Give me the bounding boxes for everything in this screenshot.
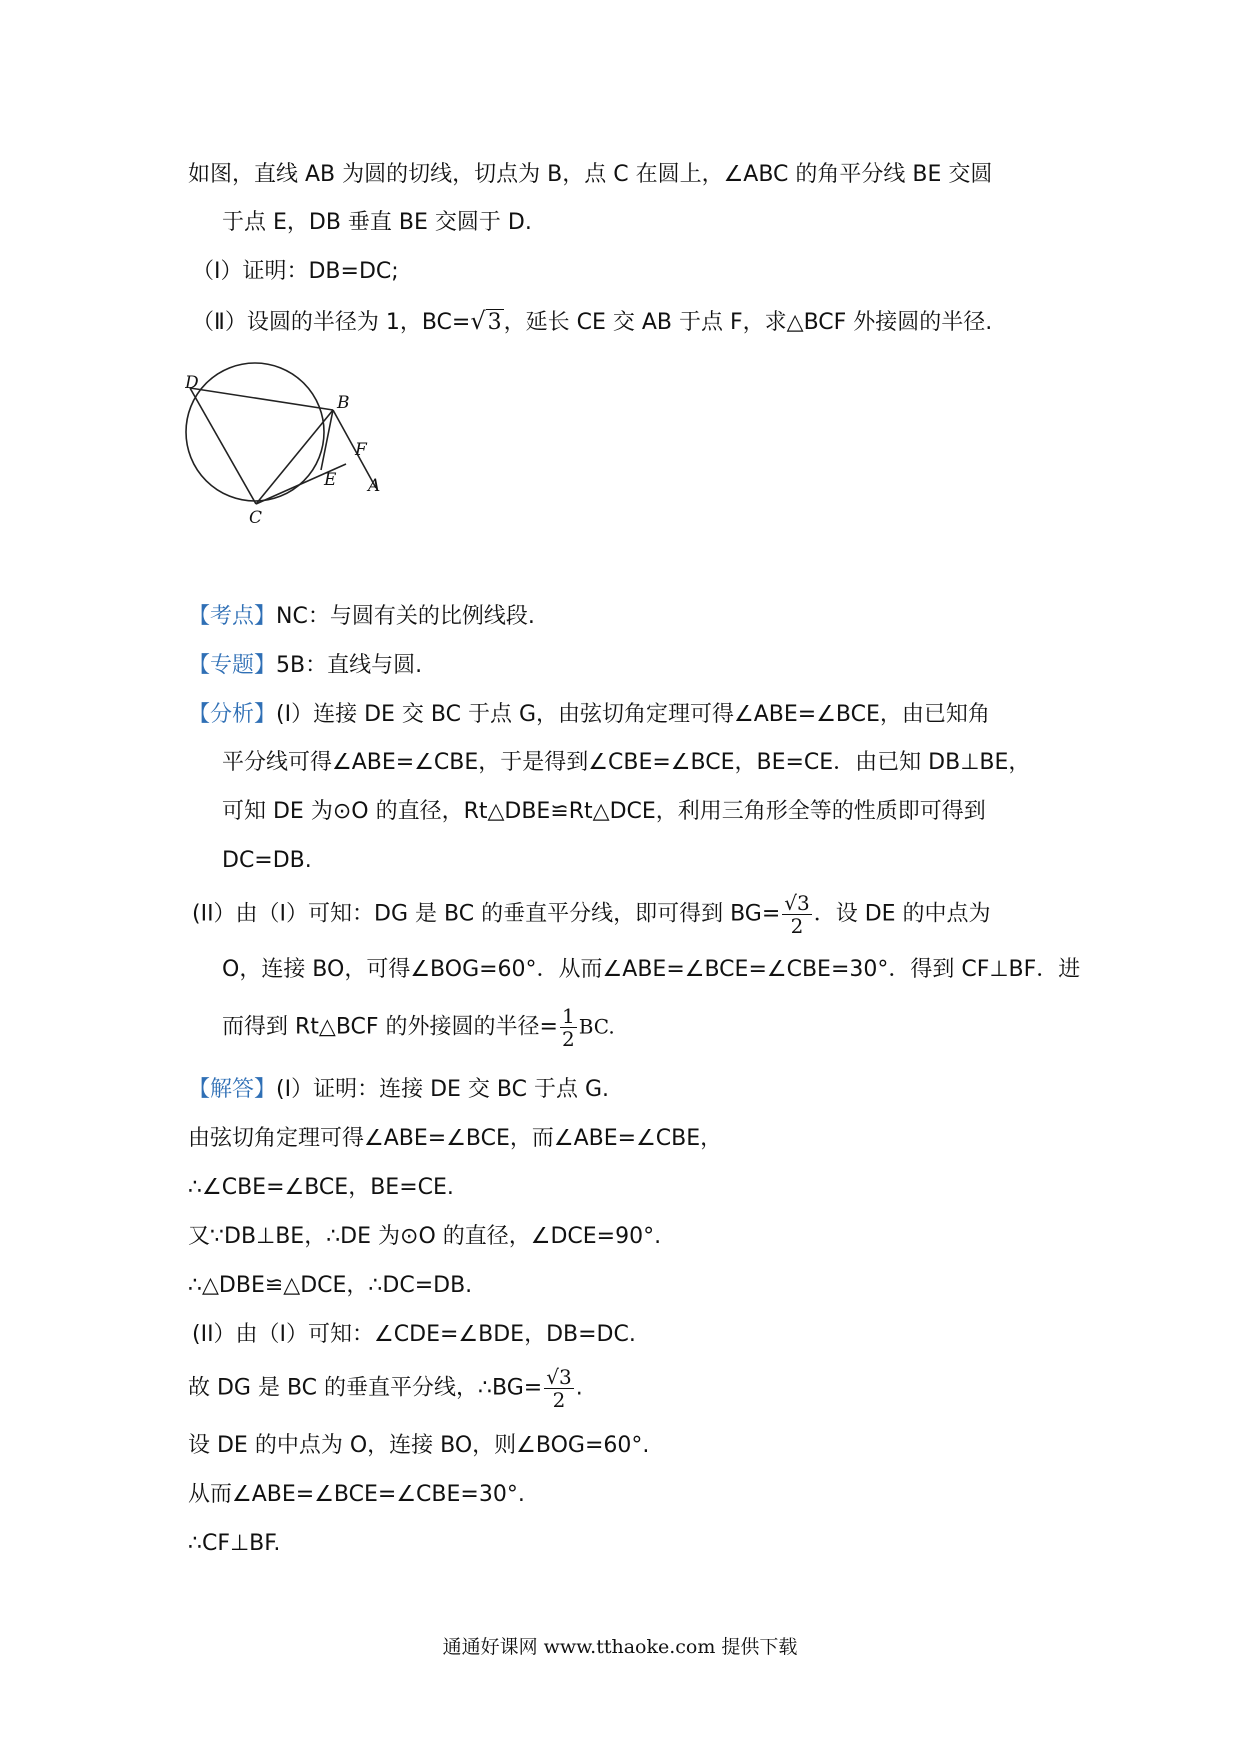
label-f: F (355, 440, 367, 460)
problem-part-2 (192, 306, 992, 338)
jieda-line-6: (II）由（I）可知：∠CDE=∠BDE，DB=DC. (192, 1322, 636, 1347)
problem-line-2: 于点 E，DB 垂直 BE 交圆于 D. (222, 210, 532, 235)
jieda-line-10: ∴CF⊥BF. (188, 1531, 281, 1556)
geometry-figure (185, 355, 385, 525)
fraction-1-over-2: $\frac{1}{2}$ (561, 1004, 575, 1051)
sqrt-expression: √3 (470, 307, 502, 335)
problem-part-2-text-b: ，延长 CE 交 AB 于点 F，求△BCF 外接圆的半径. (503, 310, 993, 335)
circle (186, 363, 324, 501)
fenxi-text-1: (I）连接 DE 交 BC 于点 G，由弦切角定理可得∠ABE=∠BCE，由已知角 (276, 702, 990, 727)
page-footer: 通通好课网 www.tthaoke.com 提供下载 (442, 1636, 798, 1658)
label-e: E (324, 470, 337, 490)
fenxi-text-7b: BC. (578, 1014, 615, 1039)
problem-part-2-text-a: （Ⅱ）设圆的半径为 1，BC= (192, 310, 471, 335)
segment-cb (256, 410, 333, 504)
jieda-line-3: ∴∠CBE=∠BCE，BE=CE. (188, 1175, 454, 1200)
jieda-line-9: 从而∠ABE=∠BCE=∠CBE=30°. (188, 1482, 525, 1507)
jieda-line-8: 设 DE 的中点为 O，连接 BO，则∠BOG=60°. (188, 1433, 650, 1458)
jieda-line-5: ∴△DBE≌△DCE，∴DC=DB. (188, 1273, 473, 1298)
kaodian-text: NC：与圆有关的比例线段. (276, 604, 535, 629)
fenxi-line-2: 平分线可得∠ABE=∠CBE，于是得到∠CBE=∠BCE，BE=CE．由已知 DB⊥BE， (222, 750, 1031, 775)
segment-dc (190, 388, 256, 504)
label-c: C (249, 508, 263, 525)
label-a: A (368, 476, 381, 496)
jieda-text-1: (I）证明：连接 DE 交 BC 于点 G. (276, 1077, 610, 1102)
kaodian-tag: 【考点】 (188, 604, 277, 629)
problem-line-1: 如图，直线 AB 为圆的切线，切点为 B，点 C 在圆上，∠ABC 的角平分线 BE 交圆 (188, 162, 993, 187)
zhuanti-text: 5B：直线与圆. (276, 653, 423, 678)
jieda-text-7a: 故 DG 是 BC 的垂直平分线，∴BG= (188, 1375, 543, 1401)
fraction-sqrt3-over-2: $\frac{√3}{2}$ (784, 891, 810, 938)
kaodian-line (188, 602, 535, 632)
fenxi-line-7 (222, 1005, 615, 1050)
fraction-sqrt3-over-2-b: $\frac{√3}{2}$ (546, 1365, 572, 1412)
fenxi-line-5 (192, 892, 991, 937)
jieda-line-1 (188, 1075, 609, 1105)
jieda-line-7 (188, 1366, 583, 1411)
fenxi-line-4: DC=DB. (222, 848, 312, 873)
jieda-line-4: 又∵DB⊥BE，∴DE 为⊙O 的直径，∠DCE=90°. (188, 1224, 662, 1249)
jieda-line-2: 由弦切角定理可得∠ABE=∠BCE，而∠ABE=∠CBE， (188, 1126, 723, 1151)
label-d: D (185, 373, 199, 393)
jieda-tag: 【解答】 (188, 1077, 277, 1102)
zhuanti-tag: 【专题】 (188, 653, 277, 678)
fenxi-tag: 【分析】 (188, 702, 277, 727)
fenxi-text-5b: ．设 DE 的中点为 (813, 901, 991, 927)
fenxi-text-5a: (II）由（I）可知：DG 是 BC 的垂直平分线，即可得到 BG= (192, 901, 781, 927)
label-b: B (337, 393, 350, 413)
zhuanti-line (188, 651, 422, 681)
fenxi-line-6: O，连接 BO，可得∠BOG=60°．从而∠ABE=∠BCE=∠CBE=30°．得到 CF⊥BF．进 (222, 957, 1081, 982)
problem-part-1: （Ⅰ）证明：DB=DC; (192, 259, 399, 284)
jieda-text-7b: . (575, 1375, 583, 1401)
fenxi-line-1 (188, 700, 990, 730)
fenxi-text-7a: 而得到 Rt△BCF 的外接圆的半径= (222, 1014, 558, 1040)
fenxi-line-3: 可知 DE 为⊙O 的直径，Rt△DBE≌Rt△DCE，利用三角形全等的性质即可得到 (222, 799, 986, 824)
